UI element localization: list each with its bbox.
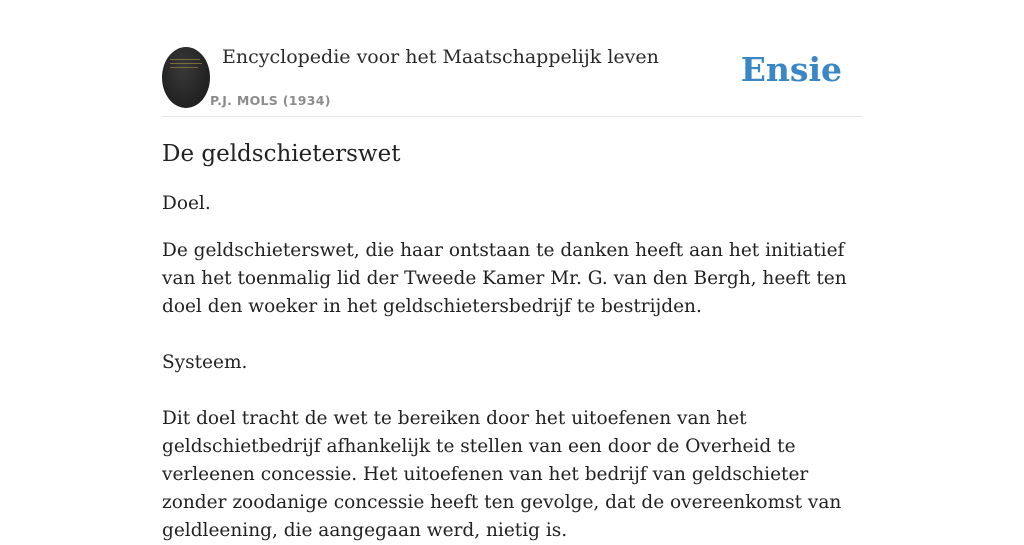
book-cover-thumbnail[interactable] [162, 47, 210, 108]
header [162, 46, 862, 117]
paragraph-systeem: Dit doel tracht de wet te bereiken door het uitoefenen van het geldschietbedrijf afhankelijk te stellen van een door de Overheid te verleenen concessie. Het uitoefenen van het bedrijf van geldschieter zonder zoodanige concessie heeft ten gevolge, dat de overeenkomst van geldleening, die aangegaan werd, nietig is. [162, 408, 842, 541]
paragraph-doel: De geldschieterswet, die haar ontstaan te danken heeft aan het initiatief van het toenmalig lid der Tweede Kamer Mr. G. van den Bergh, heeft ten doel den woeker in het geldschietersbedrijf te bestrijden. [162, 240, 847, 317]
book-title[interactable]: Encyclopedie voor het Maatschappelijk leven [222, 46, 659, 68]
ensie-logo[interactable]: Ensie [740, 50, 842, 89]
section-heading-doel: Doel. [162, 193, 211, 214]
article-title: De geldschieterswet [162, 141, 401, 167]
section-heading-systeem: Systeem. [162, 352, 248, 373]
article [162, 138, 862, 545]
author-year: P.J. MOLS (1934) [210, 93, 331, 108]
